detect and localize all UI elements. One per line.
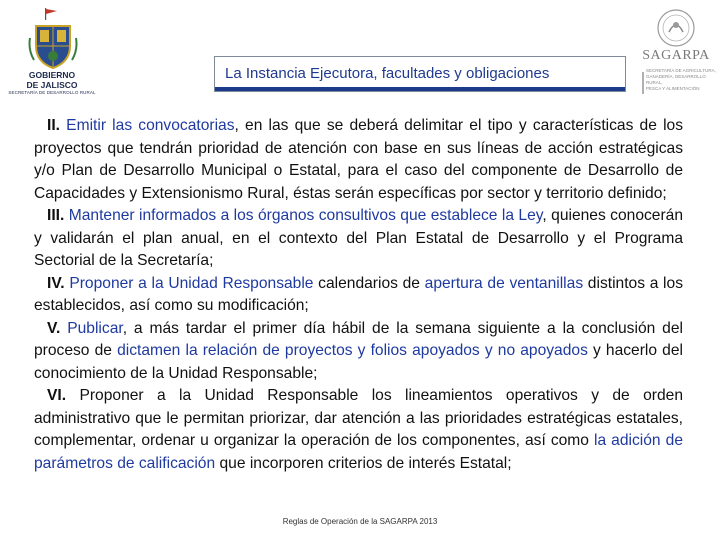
- body-text: , a más tardar el primer día hábil de la semana siguiente a la conclusión del proceso de: [34, 319, 683, 359]
- logo-line-3: SECRETARÍA DE DESARROLLO RURAL: [8, 90, 96, 95]
- sagarpa-subtitle: [646, 68, 718, 92]
- sagarpa-divider: [642, 72, 644, 94]
- logo-line-2: DE JALISCO: [26, 80, 78, 90]
- sagarpa-sub-line: GANADERÍA, DESARROLLO RURAL,: [646, 74, 706, 85]
- flag-icon: [44, 8, 58, 20]
- list-item-v: [34, 318, 683, 386]
- logo-line-1: GOBIERNO: [28, 70, 76, 80]
- gobierno-jalisco-logo: [6, 6, 98, 102]
- item-number: IV.: [47, 274, 65, 292]
- highlight-text: Publicar: [67, 319, 123, 337]
- item-number: II.: [47, 117, 60, 134]
- list-item-iv: [34, 273, 683, 318]
- title-banner: [214, 56, 626, 92]
- sagarpa-logo: [634, 6, 718, 102]
- item-number: III.: [47, 207, 65, 224]
- highlight-text: Proponer a la Unidad Responsable: [69, 274, 314, 292]
- highlight-text: Emitir las convocatorias: [66, 117, 235, 134]
- sagarpa-sub-line: SECRETARÍA DE AGRICULTURA,: [646, 68, 716, 73]
- page-title: La Instancia Ejecutora, facultades y obligaciones: [225, 65, 550, 82]
- footer-note: Reglas de Operación de la SAGARPA 2013: [282, 517, 438, 526]
- sagarpa-brand: SAGARPA: [642, 48, 710, 63]
- body-text: y hacerlo del conocimiento de la Unidad Responsable;: [34, 342, 683, 382]
- obligations-list: [34, 115, 683, 475]
- body-text: calendarios de: [313, 274, 425, 292]
- title-accent-bar: [215, 87, 625, 91]
- sagarpa-sub-line: PESCA Y ALIMENTACIÓN: [646, 86, 700, 91]
- highlight-text: apertura de ventanillas: [424, 274, 584, 292]
- national-seal-icon: [656, 8, 696, 48]
- body-text: , en las que se deberá delimitar el tipo y características de los proyectos que tendrán prioridad de atención con base en sus líneas de acción estratégicas y/o Plan de Desarrollo Municipal o Estatal, para el caso del componente de Desarrollo de Capacidades y Extensionismo Rural, éstas serán específicas por sector y territorio definido;: [34, 117, 683, 202]
- body-text: que incorporen criterios de interés Estatal;: [215, 454, 512, 472]
- highlight-text: Mantener informados a los órganos consultivos que establece la Ley: [68, 207, 543, 224]
- list-item-iii: [34, 205, 683, 273]
- body-text: , quienes conocerán y validarán el plan anual, en el contexto del Plan Estatal de Desarrollo y el Programa Sectorial de la Secretaría;: [34, 207, 683, 269]
- list-item-ii: [34, 115, 683, 205]
- item-number: V.: [47, 319, 61, 337]
- highlight-text: la adición de parámetros de calificación: [34, 432, 683, 472]
- item-number: VI.: [47, 387, 67, 404]
- highlight-text: dictamen la relación de proyectos y folios apoyados y no apoyados: [117, 342, 588, 359]
- body-text: distintos a los establecidos, así como su modificación;: [34, 274, 683, 314]
- crest-icon: [28, 20, 78, 70]
- list-item-vi: [34, 385, 683, 475]
- body-text: Proponer a la Unidad Responsable los lineamientos operativos y de orden administrativo que le permitan priorizar, dar atención a las prioridades estratégicas estatales, complementar, ordenar u organizar la operación de los componentes, así como: [34, 387, 683, 449]
